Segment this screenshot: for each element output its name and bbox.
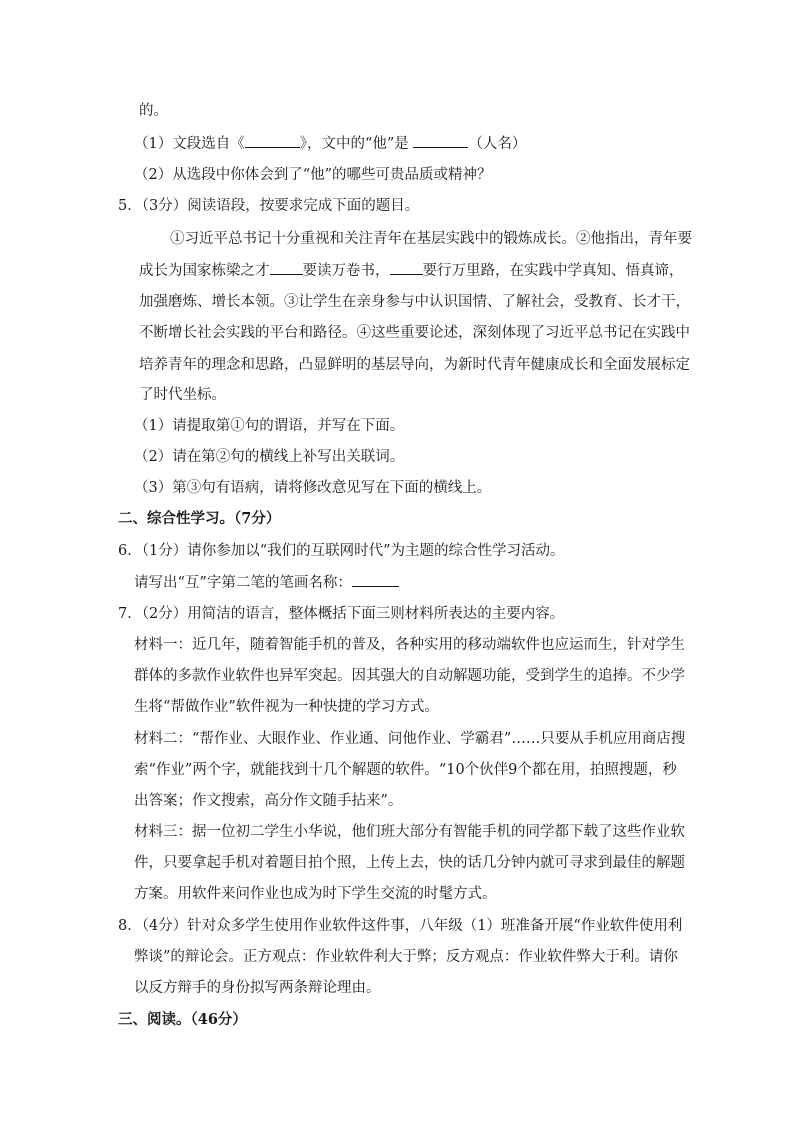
q5-sub2: （2）请在第②句的横线上补写出关联词。 xyxy=(134,449,405,465)
q5-passage-line-6: 了时代坐标。 xyxy=(139,387,226,403)
q7-material-1-line-1: 材料一：近几年，随着智能手机的普及，各种实用的移动端软件也应运而生，针对学生 xyxy=(134,637,685,653)
q8-line-2: 弊谈”的辩论会。正方观点：作业软件利大于弊；反方观点：作业软件弊大于利。请你 xyxy=(134,949,678,965)
answer-blank-person[interactable] xyxy=(413,133,468,148)
section-2-heading: 二、综合性学习。（7分） xyxy=(118,510,281,527)
q4-sub2: （2）从选段中你体会到了“他”的哪些可贵品质或精神？ xyxy=(134,167,492,183)
q7-material-3-line-3: 方案。用软件来问作业也成为时下学生交流的时髦方式。 xyxy=(134,886,497,902)
q7-material-3-line-1: 材料三：据一位初二学生小华说，他们班大部分有智能手机的同学都下载了这些作业软 xyxy=(134,824,685,840)
q5-sub3: （3）第③句有语病，请将修改意见写在下面的横线上。 xyxy=(134,480,492,496)
q7-material-2-line-2: 索“作业”两个字，就能找到十几个解题的软件。“10个伙伴9个都在用，拍照搜题，秒 xyxy=(134,762,677,778)
q6-stem: 6．（1分）请你参加以“我们的互联网时代”为主题的综合性学习活动。 xyxy=(118,543,565,559)
answer-blank-conjunction-1[interactable] xyxy=(270,260,303,275)
q8-line-1: 8．（4分）针对众多学生使用作业软件这件事，八年级（1）班准备开展“作业软件使用利 xyxy=(118,918,683,934)
q5-sub1: （1）请提取第①句的谓语，并写在下面。 xyxy=(134,418,405,434)
q5-passage-line-1: ①习近平总书记十分重视和关注青年在基层实践中的锻炼成长。②他指出，青年要 xyxy=(170,231,692,247)
q7-material-1-line-3: 生将“帮做作业”软件视为一种快捷的学习方式。 xyxy=(134,699,439,715)
q6-sub: 请写出“互”字第二笔的笔画名称： xyxy=(134,572,399,592)
q7-material-2-line-1: 材料二：“帮作业、大眼作业、作业通、问他作业、学霸君”……只要从手机应用商店搜 xyxy=(134,731,686,747)
section-3-heading: 三、阅读。（46分） xyxy=(118,1011,247,1028)
answer-blank-stroke[interactable] xyxy=(352,572,399,587)
q5-passage-line-2: 成长为国家栋梁之才 要读万卷书， 要行万里路，在实践中学真知、悟真谛， xyxy=(139,260,684,280)
q4-tail: 的。 xyxy=(139,103,168,119)
q4-sub1: （1）文段选自《 》，文中的“他”是 （人名） xyxy=(134,133,526,153)
q5-passage-line-4: 不断增长社会实践的平台和路径。④这些重要论述，深刻体现了习近平总书记在实践中 xyxy=(139,325,690,341)
q7-material-3-line-2: 件，只要拿起手机对着题目拍个照，上传上去，快的话几分钟内就可寻求到最佳的解题 xyxy=(134,855,685,871)
q5-passage-line-5: 培养青年的理念和思路，凸显鲜明的基层导向，为新时代青年健康成长和全面发展标定 xyxy=(139,357,690,373)
q8-line-3: 以反方辩手的身份拟写两条辩论理由。 xyxy=(134,980,381,996)
answer-blank-conjunction-2[interactable] xyxy=(390,260,423,275)
q7-stem: 7．（2分）用简洁的语言，整体概括下面三则材料所表达的主要内容。 xyxy=(118,606,565,622)
q7-material-2-line-3: 出答案；作文搜索，高分作文随手拈来”。 xyxy=(134,793,403,809)
q5-stem: 5．（3分）阅读语段，按要求完成下面的题目。 xyxy=(118,198,420,214)
q5-passage-line-3: 加强磨炼、增长本领。③让学生在亲身参与中认识国情、了解社会，受教育、长才干， xyxy=(139,294,690,310)
q7-material-1-line-2: 群体的多款作业软件也异军突起。因其强大的自动解题功能，受到学生的追捧。不少学 xyxy=(134,668,685,684)
answer-blank-source[interactable] xyxy=(245,133,300,148)
